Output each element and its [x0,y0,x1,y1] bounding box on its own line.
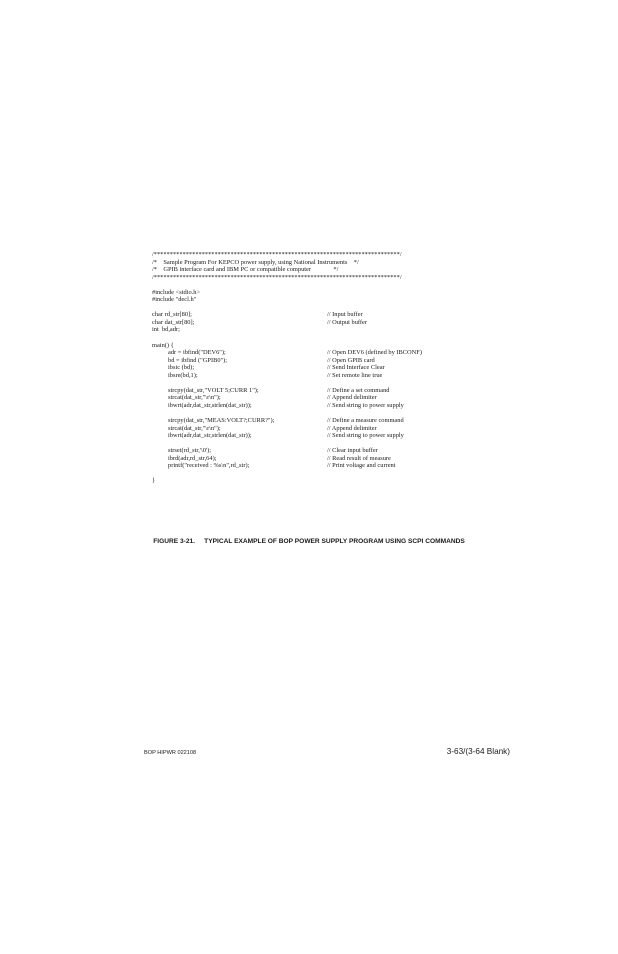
code-text: adr = ibfind("DEV6"); [168,349,226,357]
code-line [152,334,552,342]
figure-caption [0,538,618,545]
document-code: BOP HIPWR 022108 [144,750,197,756]
code-comment: // Set remote line true [327,371,383,379]
code-line [152,462,552,470]
code-line [152,477,552,485]
code-comment: // Define a set command [327,386,390,394]
code-line [152,379,552,387]
code-text: /*****************************************************************************/ [152,273,402,281]
code-line [152,266,552,274]
code-text: char rd_str[80]; [152,311,192,319]
code-line [152,402,552,410]
code-listing [152,251,552,485]
code-line [152,319,552,327]
code-line [152,470,552,478]
page-number: 3-63/(3-64 Blank) [446,747,510,756]
code-text: strcpy(dat_str,"MEAS:VOLT?;CURR?"); [168,417,275,425]
code-comment: // Read result of measure [327,454,391,462]
code-line [152,311,552,319]
code-line [152,357,552,365]
code-text: char dat_str[80]; [152,318,195,326]
code-text: } [152,477,156,485]
code-line [152,342,552,350]
code-line [152,259,552,267]
code-line [152,364,552,372]
code-comment: // Send string to power supply [327,401,404,409]
code-text: ibsic (bd); [168,364,195,372]
code-text: ibrd(adr,rd_str,64); [168,454,217,462]
code-text: strcat(dat_str,"\r\n"); [168,394,221,402]
code-text: int bd,adr; [152,326,180,334]
code-line [152,455,552,463]
code-line [152,296,552,304]
code-text: bd = ibfind ("GPIB0"); [168,356,228,364]
code-line [152,440,552,448]
code-comment: // Send string to power supply [327,432,404,440]
figure-title: TYPICAL EXAMPLE OF BOP POWER SUPPLY PROGRAM USING SCPI COMMANDS [204,538,465,545]
code-comment: // Append delimiter [327,424,377,432]
code-text: strset(rd_str,'\0'); [168,447,212,455]
code-line [152,447,552,455]
code-comment: // Output buffer [327,318,367,326]
code-text: #include <stdio.h> [152,288,201,296]
code-text: printf("received : %s\n",rd_str); [168,462,250,470]
code-line [152,432,552,440]
code-line [152,326,552,334]
code-text: ibwrt(adr,dat_str,strlen(dat_str)); [168,401,252,409]
code-text: #include "decl.h" [152,296,197,304]
code-line [152,409,552,417]
code-text: main() { [152,341,174,349]
code-line [152,304,552,312]
figure-number: FIGURE 3-21. [153,538,195,545]
code-comment: // Open GPIB card [327,356,375,364]
code-line [152,387,552,395]
code-text: strcat(dat_str,"\r\n"); [168,424,221,432]
code-comment: // Append delimiter [327,394,377,402]
code-text: ibsre(bd,1); [168,371,198,379]
code-line [152,425,552,433]
code-comment: // Send Interface Clear [327,364,385,372]
code-line [152,289,552,297]
code-line [152,281,552,289]
code-line [152,417,552,425]
code-text: /* GPIB interface card and IBM PC or compatible computer */ [152,266,339,274]
code-line [152,372,552,380]
code-comment: // Print voltage and current [327,462,396,470]
code-comment: // Clear input buffer [327,447,378,455]
code-text: /*****************************************************************************/ [152,251,402,258]
code-comment: // Open DEV6 (defined by IBCONF) [327,349,422,357]
code-line [152,349,552,357]
code-line [152,274,552,282]
code-text: strcpy(dat_str,"VOLT 5;CURR 1"); [168,386,259,394]
code-text: /* Sample Program For KEPCO power supply, using National Instruments */ [152,258,359,266]
code-line [152,251,552,259]
code-comment: // Define a measure command [327,417,404,425]
code-text: ibwrt(adr,dat_str,strlen(dat_str)); [168,432,252,440]
code-line [152,394,552,402]
code-comment: // Input buffer [327,311,363,319]
